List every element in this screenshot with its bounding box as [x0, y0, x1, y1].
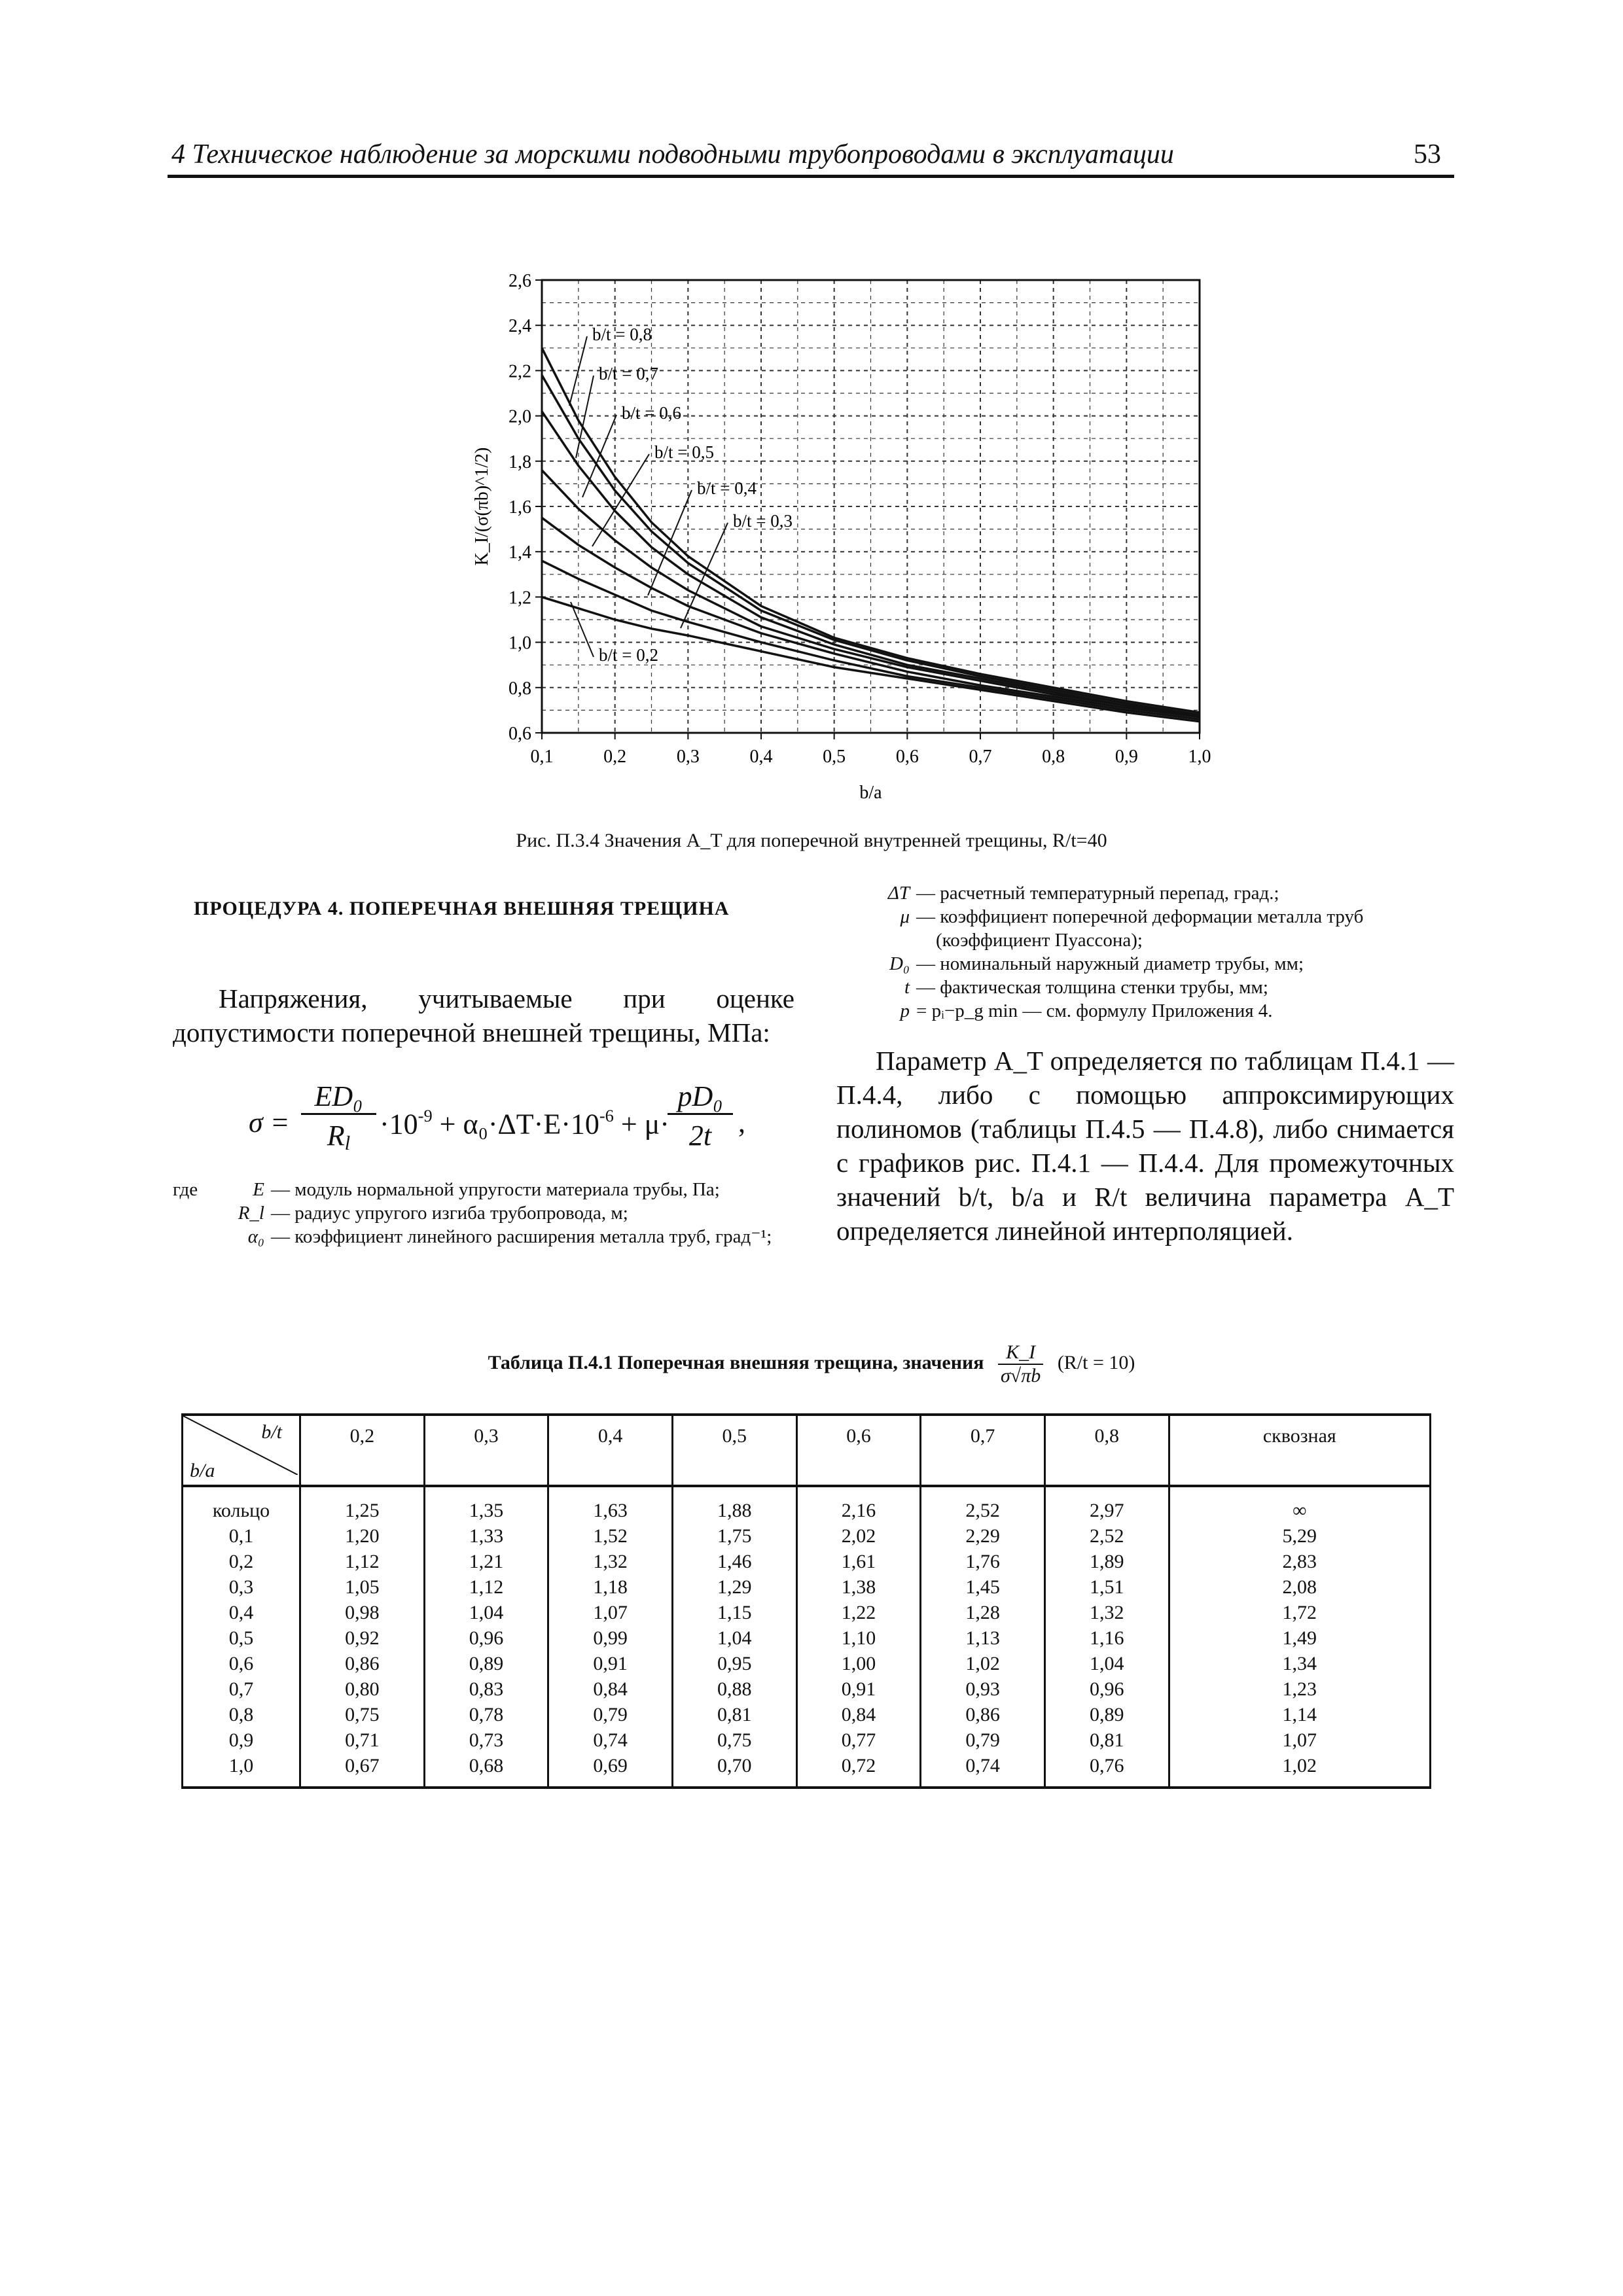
- table-cell: 1,20: [300, 1523, 425, 1549]
- row-header-cell: 0,7: [183, 1676, 300, 1702]
- table-cell: 1,04: [1044, 1651, 1169, 1676]
- table-cell: 0,96: [1044, 1676, 1169, 1702]
- table-cell: 2,52: [1044, 1523, 1169, 1549]
- def-sym: R_l: [238, 1203, 264, 1224]
- series-label: b/t = 0,4: [697, 478, 757, 498]
- table-cell: 0,83: [424, 1676, 548, 1702]
- table-cell: 0,91: [796, 1676, 921, 1702]
- y-tick-label: 2,2: [508, 361, 531, 382]
- table-cell: 0,78: [424, 1702, 548, 1727]
- def-sym: E: [253, 1179, 264, 1200]
- table-row: [183, 1702, 1431, 1727]
- table-cell: 2,52: [921, 1486, 1045, 1523]
- formula-rl: Rl: [327, 1120, 351, 1154]
- row-header-cell: 0,8: [183, 1702, 300, 1727]
- formula-2t: 2t: [688, 1120, 712, 1152]
- table-cell: 1,13: [921, 1625, 1045, 1651]
- table-cell: 1,16: [1044, 1625, 1169, 1651]
- table-cell: 1,05: [300, 1574, 425, 1600]
- label-leader: [592, 454, 649, 546]
- figure-caption: Рис. П.3.4 Значения A_T для поперечной внутренней трещины, R/t=40: [516, 830, 1107, 851]
- definitions-right: [825, 881, 1466, 1032]
- series-label: b/t = 0,8: [592, 325, 652, 344]
- table-caption: Таблица П.4.1 Поперечная внешняя трещина, значения: [488, 1351, 984, 1373]
- table-cell: 0,71: [300, 1727, 425, 1753]
- table-cell: 0,89: [1044, 1702, 1169, 1727]
- table-caption-fraction: [998, 1341, 1043, 1387]
- def-text: = pᵢ−p_g min — см. формулу Приложения 4.: [916, 1000, 1273, 1021]
- table-row: [183, 1600, 1431, 1625]
- table-cell: 0,92: [300, 1625, 425, 1651]
- chart-grid: [542, 280, 1200, 733]
- section-title: ПРОЦЕДУРА 4. ПОПЕРЕЧНАЯ ВНЕШНЯЯ ТРЕЩИНА: [194, 898, 730, 919]
- values-table: [181, 1413, 1431, 1789]
- row-header-cell: 0,2: [183, 1549, 300, 1574]
- y-tick-label: 0,6: [508, 724, 531, 744]
- def-sym: t: [904, 977, 910, 998]
- table-row: [183, 1625, 1431, 1651]
- intro-paragraph: Напряжения, учитываемые при оценке допустимости поперечной внешней трещины, МПа:: [173, 983, 794, 1048]
- row-header-cell: 0,5: [183, 1625, 300, 1651]
- fraction-denominator: σ√πb: [1001, 1365, 1041, 1386]
- def-sym: D₀: [889, 953, 910, 974]
- def-sym: α₀: [247, 1226, 264, 1247]
- table-cell: 1,00: [796, 1651, 921, 1676]
- table-cell: 1,02: [1169, 1753, 1430, 1788]
- def-prefix: где: [173, 1179, 198, 1200]
- table-cell: 1,52: [548, 1523, 673, 1549]
- x-tick-label: 0,5: [823, 747, 846, 767]
- column-header: 0,7: [921, 1415, 1045, 1486]
- row-header-cell: 0,4: [183, 1600, 300, 1625]
- row-header-cell: 0,1: [183, 1523, 300, 1549]
- column-header: 0,8: [1044, 1415, 1169, 1486]
- y-tick-label: 0,8: [508, 678, 531, 699]
- page-number: 53: [1414, 139, 1441, 169]
- x-tick-label: 0,3: [676, 747, 700, 767]
- y-tick-label: 2,0: [508, 406, 531, 427]
- column-header: 0,5: [672, 1415, 796, 1486]
- y-axis-label: K_I/(σ(πb)^1/2): [472, 447, 492, 566]
- series-label: b/t = 0,6: [622, 403, 681, 423]
- y-tick-label: 1,6: [508, 497, 531, 518]
- x-tick-label: 0,1: [530, 747, 554, 767]
- row-header-cell: 1,0: [183, 1753, 300, 1788]
- corner-ba-label: b/a: [190, 1460, 215, 1481]
- table-cell: 0,89: [424, 1651, 548, 1676]
- table-row: [183, 1549, 1431, 1574]
- table-cell: 1,04: [424, 1600, 548, 1625]
- fraction-numerator: K_I: [998, 1341, 1043, 1365]
- def-text: — расчетный температурный перепад, град.;: [916, 883, 1279, 904]
- y-tick-label: 1,0: [508, 633, 531, 654]
- table-cell: 0,86: [921, 1702, 1045, 1727]
- table-cell: 0,99: [548, 1625, 673, 1651]
- table-cell: 1,12: [300, 1549, 425, 1574]
- formula-sigma: σ =: [249, 1106, 290, 1139]
- table-cell: 1,32: [1044, 1600, 1169, 1625]
- table-cell: 1,14: [1169, 1702, 1430, 1727]
- def-text: — модуль нормальной упругости материала трубы, Па;: [271, 1179, 720, 1200]
- series-label: b/t = 0,7: [599, 364, 658, 383]
- formula-pd0: pD₀: [668, 1080, 733, 1115]
- table-cell: 0,91: [548, 1651, 673, 1676]
- series-label: b/t = 0,2: [599, 645, 658, 665]
- table-row: [183, 1651, 1431, 1676]
- table-cell: 2,97: [1044, 1486, 1169, 1523]
- table-cell: 0,79: [921, 1727, 1045, 1753]
- table-condition: (R/t = 10): [1057, 1351, 1135, 1373]
- table-cell: 1,89: [1044, 1549, 1169, 1574]
- table-cell: 0,75: [672, 1727, 796, 1753]
- table-cell: 1,23: [1169, 1676, 1430, 1702]
- y-tick-label: 1,8: [508, 451, 531, 472]
- parameter-paragraph: Параметр A_T определяется по таблицам П.4.1 — П.4.4, либо с помощью аппроксимирующих полиномов (таблицы П.4.5 — П.4.8), либо снимается с графиков рис. П.4.1 — П.4.4. Для промежуточных значений b/t, b/a и R/t величина параметра A_T определяется линейной интерполяцией.: [836, 1046, 1454, 1246]
- stress-formula: [249, 1080, 772, 1171]
- table-cell: 1,18: [548, 1574, 673, 1600]
- table-cell: 0,74: [921, 1753, 1045, 1788]
- table-row: [183, 1486, 1431, 1523]
- table-cell: 1,33: [424, 1523, 548, 1549]
- y-tick-label: 2,6: [508, 271, 531, 291]
- x-tick-label: 0,9: [1115, 747, 1138, 767]
- table-caption-block: [0, 1341, 1623, 1387]
- table-cell: 1,25: [300, 1486, 425, 1523]
- row-header-cell: 0,3: [183, 1574, 300, 1600]
- def-text: — радиус упругого изгиба трубопровода, м;: [271, 1203, 628, 1224]
- table-cell: 0,76: [1044, 1753, 1169, 1788]
- table-cell: 0,86: [300, 1651, 425, 1676]
- table-cell: 1,07: [548, 1600, 673, 1625]
- table-cell: 1,63: [548, 1486, 673, 1523]
- row-header-cell: кольцо: [183, 1486, 300, 1523]
- table-cell: ∞: [1169, 1486, 1430, 1523]
- table-cell: 1,02: [921, 1651, 1045, 1676]
- table-cell: 1,15: [672, 1600, 796, 1625]
- def-text: — фактическая толщина стенки трубы, мм;: [916, 977, 1268, 998]
- table-cell: 0,70: [672, 1753, 796, 1788]
- table-cell: 2,02: [796, 1523, 921, 1549]
- table-cell: 0,75: [300, 1702, 425, 1727]
- formula-comma: ,: [738, 1106, 745, 1139]
- table-cell: 1,49: [1169, 1625, 1430, 1651]
- def-text: — номинальный наружный диаметр трубы, мм;: [916, 953, 1304, 974]
- y-tick-label: 2,4: [508, 316, 531, 337]
- table-row: [183, 1676, 1431, 1702]
- table-cell: 1,45: [921, 1574, 1045, 1600]
- table-cell: 5,29: [1169, 1523, 1430, 1549]
- row-header-cell: 0,9: [183, 1727, 300, 1753]
- table-cell: 1,72: [1169, 1600, 1430, 1625]
- def-text: — коэффициент поперечной деформации металла труб: [916, 906, 1364, 927]
- formula-ed0: ED₀: [301, 1080, 376, 1115]
- table-header-row: [183, 1415, 1431, 1486]
- x-tick-label: 0,7: [969, 747, 992, 767]
- table-cell: 2,83: [1169, 1549, 1430, 1574]
- chart: [0, 0, 1623, 824]
- x-axis-label: b/a: [859, 783, 882, 803]
- x-tick-label: 1,0: [1188, 747, 1211, 767]
- table-body: [183, 1486, 1431, 1788]
- column-header: 0,3: [424, 1415, 548, 1486]
- table-cell: 0,84: [796, 1702, 921, 1727]
- column-header: 0,4: [548, 1415, 673, 1486]
- table-corner-cell: [183, 1415, 300, 1486]
- table-cell: 0,74: [548, 1727, 673, 1753]
- table-cell: 1,35: [424, 1486, 548, 1523]
- table-cell: 0,73: [424, 1727, 548, 1753]
- table-cell: 0,77: [796, 1727, 921, 1753]
- table-cell: 1,46: [672, 1549, 796, 1574]
- table-cell: 0,84: [548, 1676, 673, 1702]
- y-tick-label: 1,4: [508, 542, 531, 563]
- table-cell: 1,51: [1044, 1574, 1169, 1600]
- column-header: 0,2: [300, 1415, 425, 1486]
- table-cell: 1,61: [796, 1549, 921, 1574]
- def-text: (коэффициент Пуассона);: [936, 930, 1143, 951]
- def-sym: p: [900, 1000, 910, 1021]
- table-cell: 1,28: [921, 1600, 1045, 1625]
- table-cell: 0,96: [424, 1625, 548, 1651]
- table-cell: 0,88: [672, 1676, 796, 1702]
- table-cell: 0,68: [424, 1753, 548, 1788]
- table-cell: 1,34: [1169, 1651, 1430, 1676]
- table-cell: 1,12: [424, 1574, 548, 1600]
- table-row: [183, 1727, 1431, 1753]
- table-cell: 1,88: [672, 1486, 796, 1523]
- table-cell: 0,81: [672, 1702, 796, 1727]
- table-cell: 2,08: [1169, 1574, 1430, 1600]
- corner-bt-label: b/t: [261, 1421, 282, 1443]
- table-cell: 0,79: [548, 1702, 673, 1727]
- table-cell: 2,29: [921, 1523, 1045, 1549]
- running-head: 4 Техническое наблюдение за морскими подводными трубопроводами в эксплуатации: [171, 139, 1174, 169]
- def-text: — коэффициент линейного расширения металла труб, град⁻¹;: [271, 1226, 772, 1247]
- table-cell: 1,38: [796, 1574, 921, 1600]
- def-sym: μ: [900, 906, 910, 927]
- table-row: [183, 1574, 1431, 1600]
- table-row: [183, 1753, 1431, 1788]
- y-tick-label: 1,2: [508, 588, 531, 609]
- table-cell: 1,29: [672, 1574, 796, 1600]
- series-label: b/t = 0,5: [654, 442, 714, 462]
- table-cell: 0,93: [921, 1676, 1045, 1702]
- table-cell: 0,69: [548, 1753, 673, 1788]
- column-header: 0,6: [796, 1415, 921, 1486]
- table-cell: 0,72: [796, 1753, 921, 1788]
- table-row: [183, 1523, 1431, 1549]
- def-sym: ΔT: [887, 883, 910, 904]
- x-tick-label: 0,8: [1042, 747, 1065, 767]
- table-cell: 1,32: [548, 1549, 673, 1574]
- table-cell: 0,98: [300, 1600, 425, 1625]
- table-cell: 0,95: [672, 1651, 796, 1676]
- definitions-left: [173, 1178, 801, 1256]
- table-cell: 0,67: [300, 1753, 425, 1788]
- table-cell: 0,81: [1044, 1727, 1169, 1753]
- table-cell: 1,10: [796, 1625, 921, 1651]
- table-cell: 1,22: [796, 1600, 921, 1625]
- column-header: сквозная: [1169, 1415, 1430, 1486]
- table-cell: 1,75: [672, 1523, 796, 1549]
- table-cell: 0,80: [300, 1676, 425, 1702]
- table-cell: 1,04: [672, 1625, 796, 1651]
- table-cell: 1,07: [1169, 1727, 1430, 1753]
- x-tick-label: 0,6: [895, 747, 919, 767]
- x-tick-label: 0,4: [749, 747, 773, 767]
- table-cell: 1,76: [921, 1549, 1045, 1574]
- series-label: b/t = 0,3: [733, 511, 793, 531]
- formula-body: $\cdot 10^{-9} + \alpha_0\cdot\Delta T\cdot E\cdot 10^{-6} + \mu\cdot$: [380, 1106, 669, 1140]
- x-tick-label: 0,2: [603, 747, 627, 767]
- row-header-cell: 0,6: [183, 1651, 300, 1676]
- table-cell: 1,21: [424, 1549, 548, 1574]
- table-cell: 2,16: [796, 1486, 921, 1523]
